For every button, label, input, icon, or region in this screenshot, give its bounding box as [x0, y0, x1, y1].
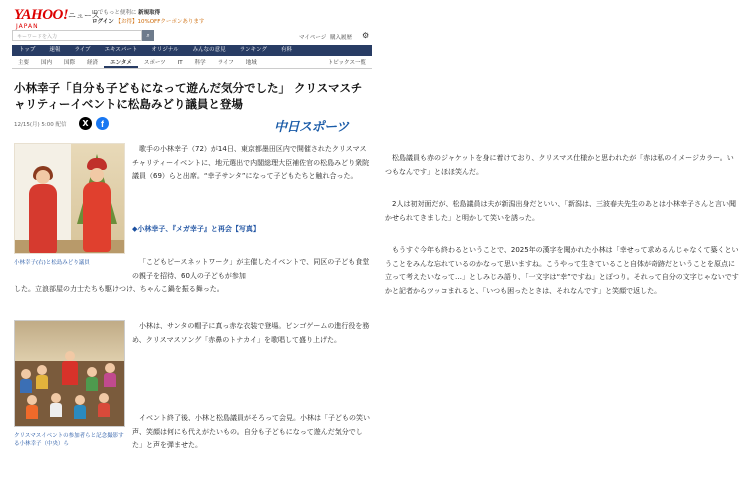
child-figure — [74, 405, 86, 419]
child-head — [105, 363, 115, 373]
login-link[interactable]: ログイン — [92, 19, 114, 25]
child-head — [51, 393, 61, 403]
facebook-share-icon[interactable]: f — [96, 117, 109, 130]
related-photo-link[interactable]: ◆小林幸子、『メガ幸子』と再会【写真】 — [132, 225, 260, 233]
promo-text: IDでもっと便利に — [92, 10, 137, 16]
paragraph-3: 小林は、サンタの帽子に真っ赤な衣装で登場。ビンゴゲームの進行役を務め、クリスマスソング「赤鼻のトナカイ」を歌唱して盛り上げた。 — [132, 322, 370, 344]
paragraph-7: もうすぐ今年も終わるということで、2025年の漢字を聞かれた小林は「幸せって求めるんじゃなくて築くということをみんな忘れているのかなって思いますね。こうやって生きていること自体が奇跡だということを原点に立って考えたいなって…」としみじみ語り、「一文字は“幸”ですね」とぽつり。それって自分の文字じゃないですかと記者からツッコまれると、「いつも困ったときは、それなんです」と笑顔で返した。 — [385, 246, 739, 295]
child-head — [75, 395, 85, 405]
login-promo — [92, 9, 204, 27]
delivery-label: 配信 — [55, 122, 67, 128]
search-bar — [12, 30, 372, 42]
coupon-link[interactable]: 【お得】10%OFFクーポンあります — [115, 19, 205, 25]
person-head — [90, 168, 104, 182]
gear-icon[interactable]: ⚙ — [362, 31, 370, 40]
child-figure — [86, 377, 98, 391]
logo-text: YAHOO! — [14, 7, 69, 23]
tab-international[interactable]: 国際 — [64, 60, 76, 66]
nav-breaking[interactable]: 速報 — [49, 47, 61, 53]
article-headline: 小林幸子「自分も子どもになって遊んだ気分でした」 クリスマスチャリティーイベントに松島みどり議員と登場 — [14, 81, 363, 111]
tab-main[interactable]: 主要 — [18, 60, 30, 66]
paragraph-5: 松島議員も赤のジャケットを身に着けており、クリスマス仕様かと思われたが「赤は私のイメージカラー。いつもなんです」とほほ笑んだ。 — [385, 154, 734, 176]
child-head — [99, 393, 109, 403]
tab-science[interactable]: 科学 — [194, 60, 206, 66]
child-figure — [36, 375, 48, 389]
child-figure — [50, 403, 62, 417]
photo-2-caption[interactable]: クリスマスイベントの参加者らと記念撮影する小林幸子（中央）ら — [14, 433, 124, 447]
nav-top[interactable]: トップ — [19, 47, 36, 53]
tab-entertainment[interactable]: エンタメ — [104, 58, 138, 68]
paragraph-4: イベント終了後、小林と松島議員がそろって会見。小林は「子どもの笑い声、笑顔は何にも代えがたいもの。自分も子どもになって遊んだ気分でした」と声を弾ませた。 — [132, 414, 370, 449]
child-figure — [104, 373, 116, 387]
paragraph-1: 歌手の小林幸子（72）が14日、東京都墨田区内で開催されたクリスマスチャリティーイベントに、地元選出で内閣総理大臣補佐官の松島みどり衆院議員（69）らと出席。“幸子サンタ”になって子どもたちと触れ合った。 — [132, 145, 370, 180]
child-head — [87, 367, 97, 377]
tab-life[interactable]: ライフ — [217, 60, 234, 66]
nav-ranking[interactable]: ランキング — [239, 47, 268, 53]
person-head — [36, 170, 50, 184]
child-figure — [20, 379, 32, 393]
purchase-history-link[interactable]: 購入履歴 — [330, 35, 353, 41]
nav-opinions[interactable]: みんなの意見 — [192, 47, 226, 53]
tab-sports[interactable]: スポーツ — [143, 60, 166, 66]
tab-domestic[interactable]: 国内 — [41, 60, 53, 66]
tab-economy[interactable]: 経済 — [87, 60, 99, 66]
signup-link[interactable]: 新規取得 — [138, 10, 161, 16]
nav-live[interactable]: ライブ — [74, 47, 91, 53]
mypage-link[interactable]: マイページ — [299, 35, 327, 41]
paragraph-2a: 「こどもピースネットワーク」が主催したイベントで、同区の子ども食堂の親子を招待、60人の子どもが参加 — [132, 258, 370, 280]
paragraph-2b: した。立浪部屋の力士たちも駆けつけ、ちゃんこ鍋を振る舞った。 — [14, 285, 224, 293]
article-photo-1[interactable] — [14, 143, 125, 254]
article-meta — [14, 120, 67, 128]
person-figure — [83, 182, 111, 252]
source-logo[interactable]: 中日スポーツ — [274, 120, 349, 135]
child-figure — [26, 405, 38, 419]
tab-local[interactable]: 地域 — [245, 60, 257, 66]
santa-figure — [62, 361, 78, 385]
child-head — [27, 395, 37, 405]
tab-it[interactable]: IT — [177, 60, 183, 66]
photo-1-caption[interactable]: 小林幸子(右)と松島みどり議員 — [14, 260, 90, 266]
category-nav — [12, 58, 372, 69]
article-photo-2[interactable] — [14, 320, 125, 427]
person-figure — [29, 184, 57, 254]
section-name[interactable]: ニュース — [68, 11, 100, 20]
logo-sub-text: JAPAN — [16, 23, 39, 30]
paragraph-6: 2人は初対面だが、松島議員は夫が新潟出身だといい、「新潟は、三波春夫先生のあとは小林幸子さんと言い聞かせられてきました」と明かして笑いを誘った。 — [385, 200, 736, 222]
search-input[interactable]: キーワードを入力 — [12, 30, 142, 41]
person-head — [65, 351, 75, 361]
nav-paid[interactable]: 有料 — [281, 47, 293, 53]
x-share-icon[interactable]: X — [79, 117, 92, 130]
nav-expert[interactable]: エキスパート — [104, 47, 138, 53]
nav-original[interactable]: オリジナル — [151, 47, 179, 53]
child-head — [37, 365, 47, 375]
child-figure — [98, 403, 110, 417]
child-head — [21, 369, 31, 379]
search-icon[interactable]: ⌕ — [142, 30, 154, 41]
publish-date: 12/15(月) 5:00 — [14, 122, 54, 128]
main-nav — [12, 45, 372, 56]
yahoo-logo[interactable] — [14, 8, 68, 30]
topics-list-link[interactable]: トピックス一覧 — [327, 60, 366, 66]
